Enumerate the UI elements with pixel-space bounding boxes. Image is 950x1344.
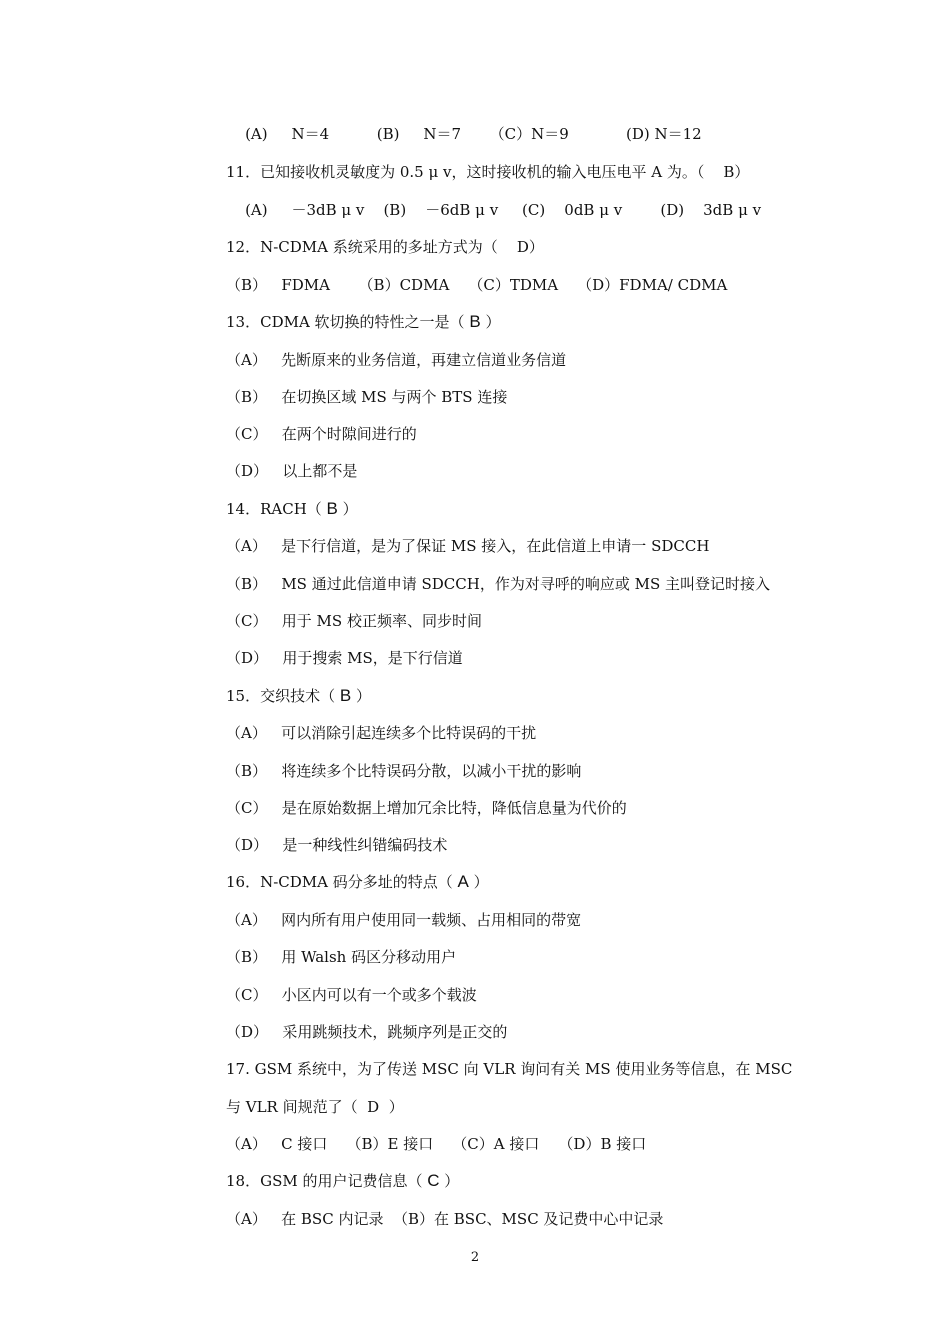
text-line [226,648,463,668]
text-line [226,387,507,407]
line-text: (A) －3dB μ v (B) －6dB μ v (C) 0dB μ v (D) 3dB μ v [226,201,762,219]
text-line [226,237,544,257]
text-line [226,872,489,892]
line-text: （C） 小区内可以有一个或多个载波 [226,986,477,1004]
line-text: （A） 可以消除引起连续多个比特误码的干扰 [226,724,537,742]
text-line [226,536,709,556]
text-line [226,985,477,1005]
text-line [226,1059,792,1079]
line-text: （D） 是一种线性纠错编码技术 [226,836,448,854]
text-line [226,761,581,781]
line-text: 11．已知接收机灵敏度为 0.5 μ v，这时接收机的输入电压电平 A 为。（ B） [226,163,750,181]
text-line [226,947,456,967]
text-line [226,574,770,594]
answer-letter: B [339,686,352,705]
line-text: （A） 网内所有用户使用同一载频、占用相同的带宽 [226,911,582,929]
line-text: （D） 用于搜索 MS，是下行信道 [226,649,463,667]
line-text: （C） 是在原始数据上增加冗余比特，降低信息量为代价的 [226,799,627,817]
text-line [226,350,566,370]
line-text: (A) N＝4 (B) N＝7 （C）N＝9 (D) N＝12 [226,125,702,143]
line-tail: ） [337,500,358,518]
answer-letter: C [427,1171,440,1190]
text-line [226,124,702,144]
line-text: （A） C 接口 （B）E 接口 （C）A 接口 （D）B 接口 [226,1135,647,1153]
line-text: （B） FDMA （B）CDMA （C）TDMA （D）FDMA/ CDMA [226,276,728,294]
line-text: （C） 在两个时隙间进行的 [226,425,417,443]
text-line [226,1097,404,1117]
line-text: （A） 先断原来的业务信道，再建立信道业务信道 [226,351,567,369]
text-line [226,723,536,743]
text-line [226,910,581,930]
text-line [226,499,358,519]
line-text: 12．N-CDMA 系统采用的多址方式为（ D） [226,238,544,256]
text-line [226,312,500,332]
line-text: （D） 以上都不是 [226,462,358,480]
text-line [226,1134,646,1154]
line-text: 与 VLR 间规范了（ D ） [226,1098,404,1116]
text-line [226,200,761,220]
text-line [226,1022,507,1042]
line-text: 17. GSM 系统中，为了传送 MSC 向 VLR 询问有关 MS 使用业务等信息，在 MSC [226,1060,793,1078]
text-line [226,835,447,855]
text-line [226,798,627,818]
line-text: 13．CDMA 软切换的特性之一是（ [226,313,470,331]
line-text: 15．交织技术（ [226,687,340,705]
line-text: （C） 用于 MS 校正频率、同步时间 [226,612,482,630]
line-text: （B） 用 Walsh 码区分移动用户 [226,948,457,966]
answer-letter: B [326,499,338,518]
line-text: （B） 将连续多个比特误码分散，以减小干扰的影响 [226,762,582,780]
text-line [226,424,417,444]
line-text: （B） 在切换区域 MS 与两个 BTS 连接 [226,388,508,406]
line-text: （A） 是下行信道，是为了保证 MS 接入，在此信道上申请一 SDCCH [226,537,710,555]
line-text: （B） MS 通过此信道申请 SDCCH，作为对寻呼的响应或 MS 主叫登记时接入 [226,575,771,593]
text-line [226,686,371,706]
answer-letter: A [457,872,469,891]
line-tail: ） [468,873,489,891]
text-line [226,1171,459,1191]
text-line [226,275,727,295]
line-text: （A） 在 BSC 内记录 （B）在 BSC、MSC 及记费中心中记录 [226,1210,664,1228]
line-text: 18．GSM 的用户记费信息（ [226,1172,428,1190]
page-number: 2 [470,1250,480,1265]
answer-letter: B [469,312,481,331]
text-line [226,162,749,182]
text-line [226,611,482,631]
line-tail: ） [439,1172,460,1190]
line-text: （D） 采用跳频技术，跳频序列是正交的 [226,1023,508,1041]
line-text: 14．RACH（ [226,500,327,518]
text-line [226,1209,663,1229]
line-tail: ） [480,313,501,331]
text-line [226,461,357,481]
line-text: 16．N-CDMA 码分多址的特点（ [226,873,458,891]
line-tail: ） [351,687,371,705]
